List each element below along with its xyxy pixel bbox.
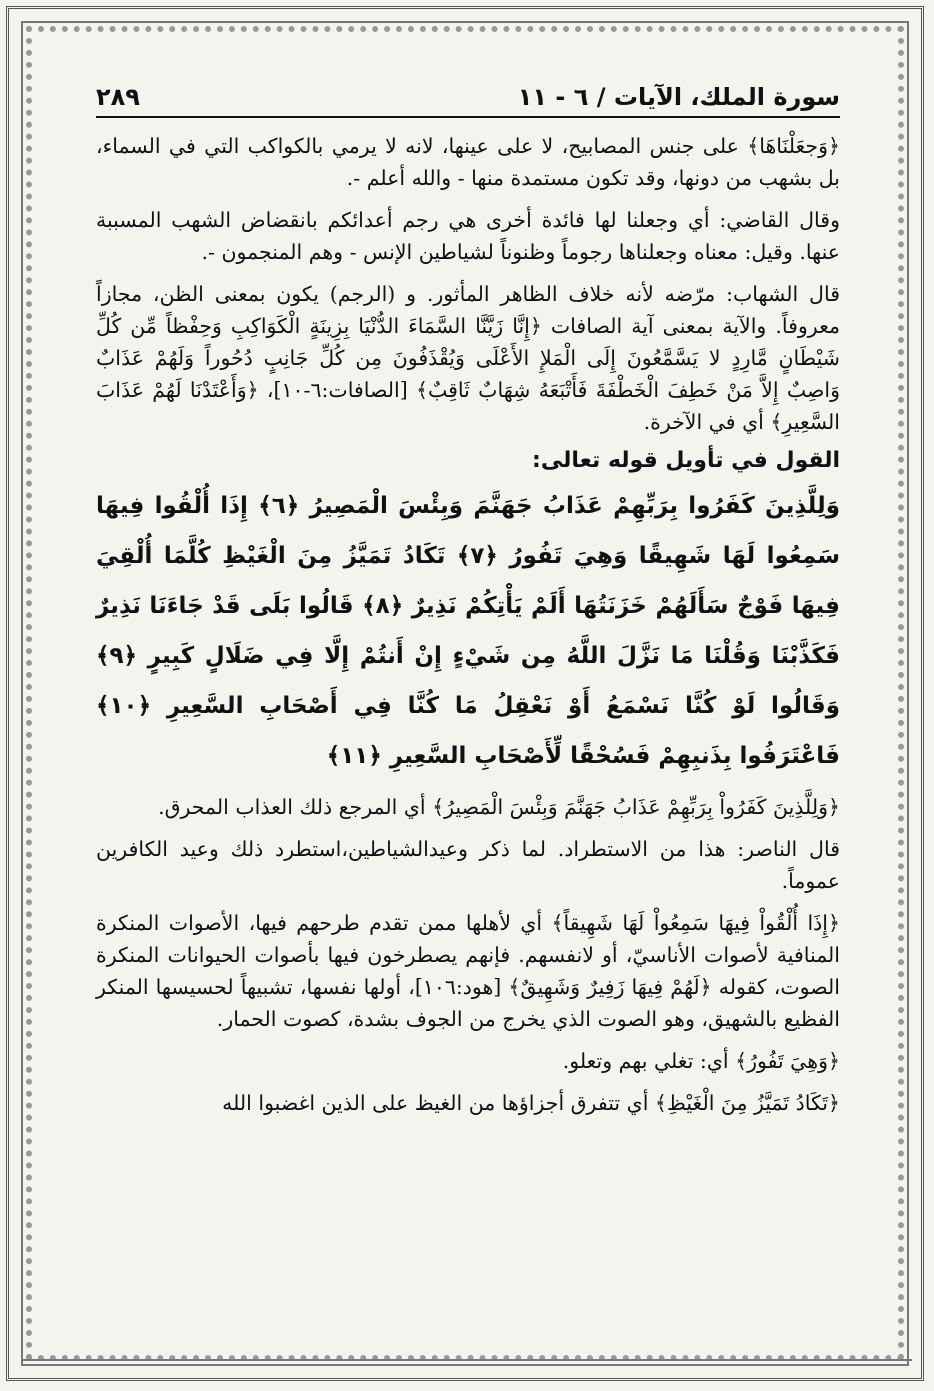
section-heading: القول في تأويل قوله تعالى: xyxy=(532,448,840,473)
paragraph-4: ﴿وَلِلَّذِينَ كَفَرُواْ بِرَبِّهِمْ عَذَابُ جَهَنَّمَ وَبِئْسَ الْمَصِيرُ﴾ أي المرجع ذلك العذاب المحرق. xyxy=(158,795,840,819)
page-body xyxy=(96,130,840,1119)
book-page xyxy=(96,78,840,1318)
paragraph-3: قال الشهاب: مرّضه لأنه خلاف الظاهر المأثور. و (الرجم) يكون بمعنى الظن، مجازاً معروفاً. والآية بمعنى آية الصافات ﴿إِنَّا زَيَّنَّا السَّمَاءَ الدُّنْيَا بِزِينَةٍ الْكَوَاكِبِ وَحِفْظاً مِّن كُلِّ شَيْطَانٍ مَّارِدٍ لا يَسَّمَّعُونَ إِلَى الْمَلإِ الأَعْلَى وَيُقْذَفُونَ مِن كُلِّ جَانِبٍ دُحُوراً وَلَهُمْ عَذَابٌ وَاصِبٌ إِلاَّ مَنْ خَطِفَ الْخَطْفَةَ فَأَتْبَعَهُ شِهَابٌ ثَاقِبٌ﴾ [الصافات:٦-١٠]، ﴿وَأَعْتَدْنَا لَهُمْ عَذَابَ السَّعِيرِ﴾ أي في الآخرة. xyxy=(96,282,840,434)
bottom-rule xyxy=(22,1359,912,1361)
paragraph-5: قال الناصر: هذا من الاستطراد. لما ذكر وعيدالشياطين،استطرد ذلك وعيد الكافرين عموماً. xyxy=(96,837,840,893)
paragraph-7: ﴿وَهِيَ تَفُورُ﴾ أي: تغلي بهم وتعلو. xyxy=(562,1049,840,1073)
page-header xyxy=(96,78,840,118)
page-number: ٢٨٩ xyxy=(96,83,140,111)
paragraph-6: ﴿إِذَا أُلْقُواْ فِيهَا سَمِعُواْ لَهَا شَهِيقاً﴾ أي لأهلها ممن تقدم طرحهم فيها، الأصوات المنكرة المنافية لأصوات الأناسيّ، أو لانفسهم. فإنهم يصطرخون فيها بأصوات الحيوانات المنكرة الصوت، كقوله ﴿لَهُمْ فِيهَا زَفِيرٌ وَشَهِيقٌ﴾ [هود:١٠٦]، أولها نفسها، تشبيهاً لحسيسها المنكر الفظيع بالشهيق، وهو الصوت الذي يخرج من الجوف بشدة، كصوت الحمار. xyxy=(96,911,840,1031)
paragraph-1: ﴿وَجعَلْنَاهَا﴾ على جنس المصابيح، لا على عينها، لانه لا يرمي بالكواكب التي في السماء، بل بشهب من دونها، وقد تكون مستمدة منها - والله أعلم -. xyxy=(96,134,840,190)
paragraph-2: وقال القاضي: أي وجعلنا لها فائدة أخرى هي رجم أعدائكم بانقضاض الشهب المسببة عنها. وقيل: معناه وجعلناها رجوماً وظنوناً لشياطين الإنس - وهم المنجمون -. xyxy=(96,208,840,264)
quran-verses: وَلِلَّذِينَ كَفَرُوا بِرَبِّهِمْ عَذَابُ جَهَنَّمَ وَبِئْسَ الْمَصِيرُ ﴿٦﴾ إِذَا أُلْقُوا فِيهَا سَمِعُوا لَهَا شَهِيقًا وَهِيَ تَفُورُ ﴿٧﴾ تَكَادُ تَمَيَّزُ مِنَ الْغَيْظِ كُلَّمَا أُلْقِيَ فِيهَا فَوْجٌ سَأَلَهُمْ خَزَنَتُهَا أَلَمْ يَأْتِكُمْ نَذِيرٌ ﴿٨﴾ قَالُوا بَلَى قَدْ جَاءَنَا نَذِيرٌ فَكَذَّبْنَا وَقُلْنَا مَا نَزَّلَ اللَّهُ مِن شَيْءٍ إِنْ أَنتُمْ إِلَّا فِي ضَلَالٍ كَبِيرٍ ﴿٩﴾ وَقَالُوا لَوْ كُنَّا نَسْمَعُ أَوْ نَعْقِلُ مَا كُنَّا فِي أَصْحَابِ السَّعِيرِ ﴿١٠﴾ فَاعْتَرَفُوا بِذَنبِهِمْ فَسُحْقًا لِّأَصْحَابِ السَّعِيرِ ﴿١١﴾ xyxy=(96,493,840,769)
paragraph-8: ﴿تَكَادُ تَمَيَّزُ مِنَ الْغَيْظِ﴾ أي تتفرق أجزاؤها من الغيظ على الذين اغضبوا الله xyxy=(222,1091,840,1115)
running-title: سورة الملك، الآيات / ٦ - ١١ xyxy=(517,83,840,111)
